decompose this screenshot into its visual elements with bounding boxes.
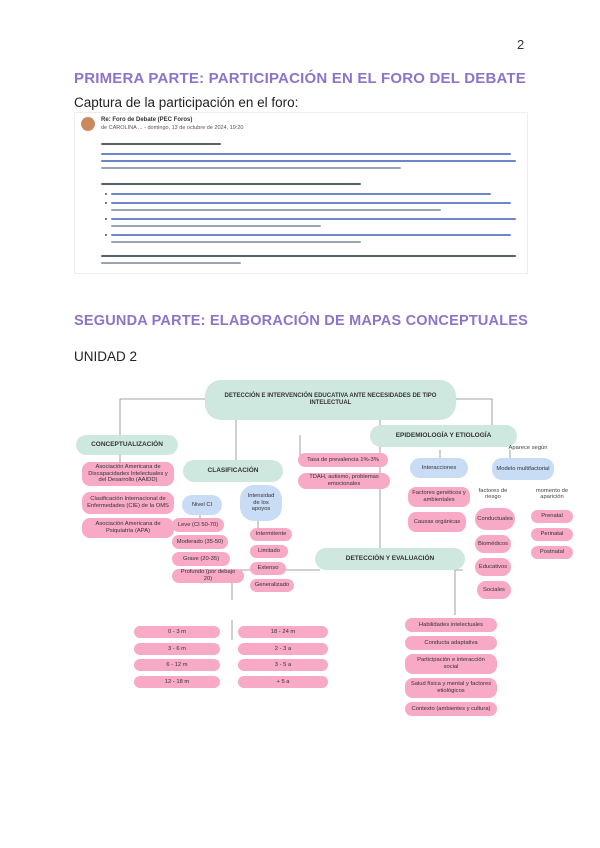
age-range-item: 3 - 6 m (134, 643, 220, 655)
forum-caption: Captura de la participación en el foro: (74, 95, 299, 110)
epidemiologia-node: EPIDEMIOLOGÍA Y ETIOLOGÍA (370, 425, 517, 447)
age-range-item: + 5 a (238, 676, 328, 688)
evaluation-item: Contexto (ambientes y cultura) (405, 702, 497, 716)
momento-item: Perinatal (531, 528, 573, 541)
momento-item: Postnatal (531, 546, 573, 559)
map-root-node: DETECCIÓN E INTERVENCIÓN EDUCATIVA ANTE NECESIDADES DE TIPO INTELECTUAL (205, 380, 456, 420)
apoyo-item: Extenso (250, 562, 286, 575)
unit-title: UNIDAD 2 (74, 349, 138, 364)
forum-post-meta: de CAROLINA ... - domingo, 13 de octubre de 2024, 19:20 (101, 125, 244, 131)
aparece-segun-label: Aparece según (508, 445, 548, 451)
evaluation-item: Habilidades intelectuales (405, 618, 497, 632)
ci-item: Grave (20-35) (172, 552, 230, 566)
factor-item: Biomédicos (475, 535, 511, 553)
clasificacion-node: CLASIFICACIÓN (183, 460, 283, 482)
page-number: 2 (517, 37, 525, 52)
deteccion-node: DETECCIÓN Y EVALUACIÓN (315, 548, 465, 570)
evaluation-item: Conducta adaptativa (405, 636, 497, 650)
section-two-title: SEGUNDA PARTE: ELABORACIÓN DE MAPAS CONCEPTUALES (74, 313, 529, 329)
concept-item-aaidd: Asociación Americana de Discapacidades Intelectuales y del Desarrollo (AAIDD) (82, 462, 174, 486)
factor-item: Educativos (475, 558, 511, 576)
nivel-ci-node: Nivel CI (182, 495, 222, 515)
tdah-node: TDAH, autismo, problemas emocionales (298, 473, 390, 489)
age-range-item: 3 - 5 a (238, 659, 328, 671)
ci-item: Leve (CI 50-70) (172, 518, 224, 532)
interacciones-item: Factores genéticos y ambientales (408, 487, 470, 507)
age-range-item: 2 - 3 a (238, 643, 328, 655)
conceptualizacion-node: CONCEPTUALIZACIÓN (76, 435, 178, 455)
concept-item-apa: Asociación Americana de Psiquiatría (APA) (82, 518, 174, 538)
age-range-item: 18 - 24 m (238, 626, 328, 638)
forum-post-author: Re: Foro de Debate (PEC Foros) (101, 117, 193, 123)
age-range-item: 6 - 12 m (134, 659, 220, 671)
momento-aparicion-label: momento de aparición (535, 488, 569, 501)
interacciones-node: Interacciones (410, 458, 468, 478)
interacciones-item: Causas orgánicas (408, 512, 466, 532)
ci-item: Profundo (por debajo 20) (172, 569, 244, 583)
factor-item: Sociales (477, 581, 511, 599)
apoyo-item: Intermitente (250, 528, 292, 541)
momento-item: Prenatal (531, 510, 573, 523)
prevalencia-node: Tasa de prevalencia 1%-3% (298, 453, 388, 467)
age-range-item: 12 - 18 m (134, 676, 220, 688)
factor-item: Conductuales (475, 508, 515, 530)
ci-item: Moderado (35-50) (172, 535, 228, 549)
intensidad-apoyos-node: Intensidad de los apoyos (240, 485, 282, 521)
modelo-multifactorial-node: Modelo multifactorial (492, 458, 554, 480)
concept-item-cie: Clasificación Internacional de Enfermedades (CIE) de la OMS (82, 492, 174, 514)
apoyo-item: Generalizado (250, 579, 294, 592)
evaluation-item: Salud física y mental y factores etiológicos (405, 678, 497, 698)
section-one-title: PRIMERA PARTE: PARTICIPACIÓN EN EL FORO DEL DEBATE (74, 70, 526, 87)
apoyo-item: Limitado (250, 545, 288, 558)
factores-riesgo-label: factores de riesgo (478, 488, 508, 501)
evaluation-item: Participación e interacción social (405, 654, 497, 674)
age-range-item: 0 - 3 m (134, 626, 220, 638)
